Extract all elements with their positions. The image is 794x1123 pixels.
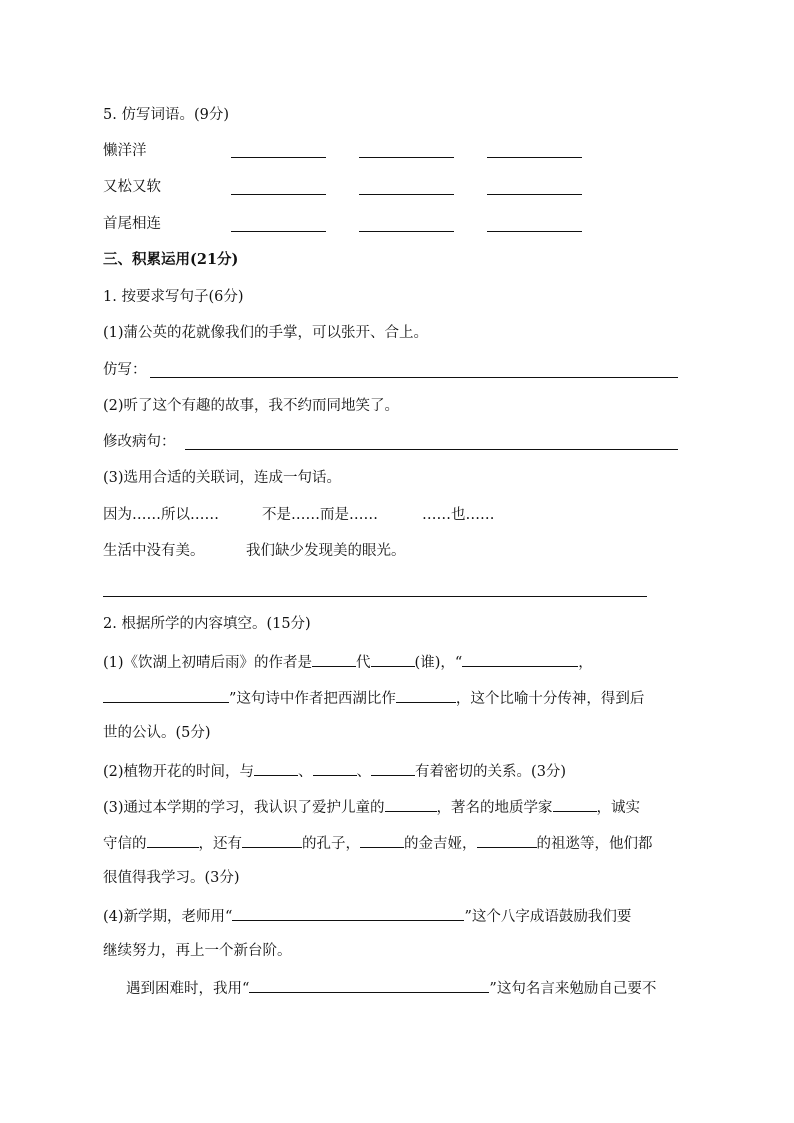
- answer-blank[interactable]: [254, 760, 298, 776]
- answer-blank[interactable]: [487, 231, 582, 232]
- q1-sentence-2: (2)听了这个有趣的故事，我不约而同地笑了。: [103, 398, 400, 414]
- answer-blank[interactable]: [360, 832, 404, 848]
- q5-word-1: 懒洋洋: [103, 143, 147, 159]
- q5-title: 5. 仿写词语。(9分): [103, 107, 229, 123]
- q2-line-10: 遇到困难时，我用“ ”这句名言来勉励自己要不: [126, 977, 656, 999]
- q2-title: 2. 根据所学的内容填空。(15分): [103, 616, 311, 632]
- answer-blank[interactable]: [487, 194, 582, 195]
- answer-blank[interactable]: [231, 157, 326, 158]
- q2-line-3: 世的公认。(5分): [103, 725, 211, 741]
- answer-blank[interactable]: [462, 651, 578, 667]
- answer-blank[interactable]: [231, 194, 326, 195]
- answer-line[interactable]: [103, 596, 647, 597]
- answer-blank[interactable]: [359, 157, 454, 158]
- answer-blank[interactable]: [553, 796, 597, 812]
- answer-blank[interactable]: [147, 832, 199, 848]
- answer-blank[interactable]: [242, 832, 302, 848]
- answer-blank[interactable]: [359, 194, 454, 195]
- q2-line-7: 很值得我学习。(3分): [103, 870, 240, 886]
- q1-imitate-prompt: 仿写：: [103, 362, 147, 378]
- answer-blank[interactable]: [396, 687, 456, 703]
- answer-blank[interactable]: [103, 687, 229, 703]
- answer-line[interactable]: [185, 449, 678, 450]
- answer-blank[interactable]: [371, 760, 415, 776]
- answer-blank[interactable]: [312, 651, 356, 667]
- section3-title: 三、积累运用(21分): [103, 251, 239, 268]
- answer-blank[interactable]: [371, 651, 415, 667]
- q1-title: 1. 按要求写句子(6分): [103, 289, 244, 305]
- q1-sentence-3: (3)选用合适的关联词，连成一句话。: [103, 470, 342, 486]
- answer-line[interactable]: [150, 377, 678, 378]
- q1-correct-prompt: 修改病句：: [103, 434, 176, 450]
- conjunction-3: ……也……: [422, 507, 495, 523]
- q5-word-2: 又松又软: [103, 179, 161, 195]
- q1-sentence-1: (1)蒲公英的花就像我们的手掌，可以张开、合上。: [103, 325, 429, 341]
- q2-line-1: (1)《饮湖上初晴后雨》的作者是 代 (谁)，“ ，: [103, 651, 593, 673]
- answer-blank[interactable]: [232, 905, 464, 921]
- q2-line-4: (2)植物开花的时间，与 、 、 有着密切的关系。(3分): [103, 760, 566, 782]
- answer-blank[interactable]: [359, 231, 454, 232]
- answer-blank[interactable]: [231, 231, 326, 232]
- answer-blank[interactable]: [385, 796, 437, 812]
- q2-line-6: 守信的 ，还有 的孔子， 的金吉娅， 的祖逖等，他们都: [103, 832, 653, 854]
- answer-blank[interactable]: [487, 157, 582, 158]
- conjunction-1: 因为……所以……: [103, 507, 219, 523]
- q2-line-2: ”这句诗中作者把西湖比作 ，这个比喻十分传神，得到后: [103, 687, 644, 709]
- conjunction-2: 不是……而是……: [262, 507, 378, 523]
- q2-line-9: 继续努力，再上一个新台阶。: [103, 943, 292, 959]
- clause-1: 生活中没有美。: [103, 543, 205, 559]
- q5-word-3: 首尾相连: [103, 216, 161, 232]
- q2-line-8: (4)新学期，老师用“ ”这个八字成语鼓励我们要: [103, 905, 631, 927]
- answer-blank[interactable]: [477, 832, 537, 848]
- answer-blank[interactable]: [249, 977, 489, 993]
- q2-line-5: (3)通过本学期的学习，我认识了爱护儿童的 ，著名的地质学家 ，诚实: [103, 796, 640, 818]
- answer-blank[interactable]: [313, 760, 357, 776]
- clause-2: 我们缺少发现美的眼光。: [246, 543, 406, 559]
